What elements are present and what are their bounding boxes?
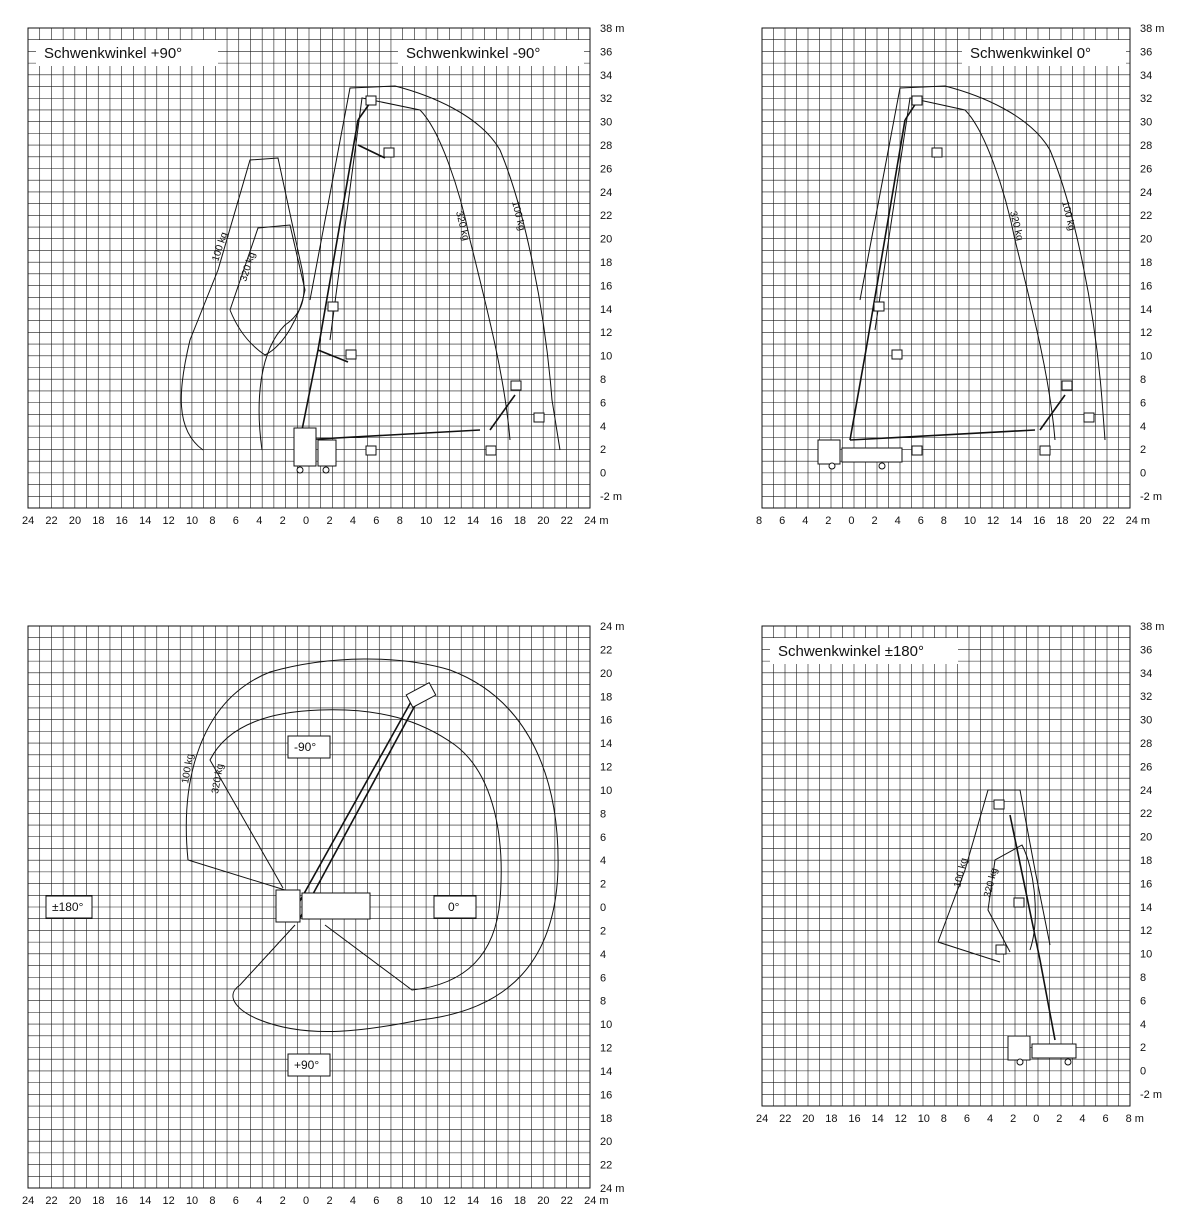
y-tick-label: 6 — [600, 831, 607, 844]
y-tick-label: 8 — [1140, 972, 1147, 984]
y-tick-label: 16 — [600, 280, 613, 293]
x-axis-ticks — [22, 1195, 609, 1207]
y-tick-label: 6 — [600, 972, 607, 985]
x-tick-label: 18 — [1056, 515, 1069, 527]
x-tick-label: 20 — [537, 515, 550, 527]
working-envelope — [186, 659, 558, 1032]
y-tick-label: 10 — [1140, 948, 1153, 961]
curve-label: 320 kg — [1007, 210, 1026, 242]
x-tick-label: 2 — [279, 1195, 286, 1207]
y-tick-label: 10 — [1140, 350, 1153, 363]
x-tick-label: 20 — [68, 515, 82, 527]
y-tick-label: 36 — [1140, 46, 1153, 59]
x-tick-label: 4 — [987, 1113, 994, 1125]
y-tick-label: 24 — [1140, 784, 1153, 797]
y-tick-label: 22 — [1140, 808, 1153, 821]
y-axis-ticks — [600, 621, 624, 1195]
truck-icon — [818, 440, 902, 469]
x-tick-label: 22 — [779, 1113, 792, 1125]
x-tick-label: 16 — [115, 1195, 128, 1207]
x-tick-label: 4 — [349, 515, 357, 527]
y-tick-label: 4 — [600, 855, 607, 868]
working-envelope — [181, 86, 560, 450]
truck-icon — [276, 890, 370, 922]
y-tick-label: 14 — [1140, 901, 1153, 914]
x-tick-label: 10 — [917, 1113, 930, 1125]
panel-side-180 — [756, 621, 1164, 1125]
x-tick-label: 20 — [802, 1113, 815, 1125]
curve-label: 320 kg — [982, 866, 1001, 899]
x-tick-label: 6 — [373, 515, 380, 527]
y-axis-ticks — [1140, 23, 1164, 503]
x-tick-label: 12 — [987, 515, 1000, 527]
curve-label: 100 kg — [1059, 200, 1078, 232]
y-tick-label: 30 — [1140, 714, 1153, 727]
y-tick-label: 30 — [600, 116, 613, 129]
x-tick-label: 16 — [490, 515, 503, 527]
x-tick-label: 14 — [1010, 515, 1023, 527]
x-tick-label: 12 — [894, 1113, 907, 1125]
curve-label: 100 kg — [210, 230, 231, 263]
x-tick-label: 24 — [22, 1195, 35, 1207]
y-tick-label: 6 — [1140, 397, 1147, 410]
x-tick-label: 2 — [279, 515, 286, 527]
x-tick-label: 10 — [185, 1195, 199, 1207]
y-tick-label: 34 — [1140, 69, 1153, 82]
y-tick-label: 4 — [1140, 420, 1147, 433]
x-tick-label: 4 — [349, 1195, 357, 1207]
x-tick-label: 2 — [871, 515, 878, 527]
panel-title: Schwenkwinkel +90° — [44, 45, 183, 62]
y-tick-label: 18 — [600, 691, 613, 704]
y-tick-label: 14 — [600, 1065, 613, 1078]
x-tick-label: 6 — [373, 1195, 380, 1207]
truck-icon — [1008, 1036, 1076, 1065]
x-tick-label: 16 — [490, 1195, 503, 1207]
x-tick-label: 6 — [779, 515, 786, 527]
y-tick-label: 10 — [600, 784, 613, 797]
y-tick-label: 24 — [1140, 186, 1153, 199]
x-tick-label: 14 — [871, 1113, 884, 1125]
y-tick-label: -2 m — [1140, 1089, 1162, 1101]
x-tick-label: 2 — [1010, 1113, 1017, 1125]
x-tick-label: 22 — [45, 515, 58, 527]
envelope-320kg — [875, 98, 1055, 440]
y-tick-label: 28 — [600, 140, 613, 152]
panel-title: Schwenkwinkel 0° — [970, 45, 1092, 62]
curve-label: 100 kg — [952, 856, 971, 889]
x-tick-label: 4 — [256, 1195, 263, 1207]
x-tick-label: 2 — [326, 515, 333, 527]
x-tick-label: 24 m — [584, 1195, 609, 1207]
y-tick-label: 28 — [1140, 140, 1153, 152]
y-tick-label: 4 — [1140, 1018, 1147, 1031]
y-tick-label: 8 — [600, 374, 607, 386]
x-tick-label: 8 — [940, 1113, 947, 1125]
y-tick-label: 28 — [1140, 738, 1153, 750]
x-tick-label: 16 — [848, 1113, 861, 1125]
y-tick-label: 0 — [1140, 1065, 1147, 1078]
y-tick-label: 24 m — [600, 621, 625, 633]
y-tick-label: 26 — [1140, 163, 1153, 176]
y-tick-label: 26 — [1140, 761, 1153, 774]
y-tick-label: 36 — [600, 46, 613, 59]
x-tick-label: 10 — [963, 515, 977, 527]
y-tick-label: 12 — [600, 1042, 613, 1055]
x-tick-label: 4 — [802, 515, 809, 527]
x-tick-label: 16 — [1033, 515, 1046, 527]
y-tick-label: 30 — [1140, 116, 1153, 129]
y-tick-label: 10 — [600, 350, 613, 363]
panel-top-view — [22, 621, 624, 1207]
y-tick-label: 20 — [600, 233, 613, 246]
y-tick-label: 0 — [600, 902, 607, 915]
zone-label-minus90: -90° — [294, 740, 317, 754]
y-tick-label: 32 — [1140, 93, 1153, 106]
boom-positions — [1010, 815, 1055, 1040]
x-tick-label: 6 — [917, 515, 924, 527]
x-tick-label: 0 — [1033, 1113, 1040, 1125]
y-tick-label: 16 — [1140, 280, 1153, 293]
x-tick-label: 0 — [303, 1195, 310, 1207]
x-tick-label: 2 — [825, 515, 832, 527]
x-tick-label: 14 — [466, 1195, 480, 1207]
y-tick-label: 12 — [1140, 925, 1153, 938]
x-tick-label: 18 — [825, 1113, 838, 1125]
curve-label: 320 kg — [238, 250, 259, 283]
x-tick-label: 22 — [560, 1195, 573, 1207]
x-tick-label: 0 — [303, 515, 310, 527]
y-tick-label: 2 — [600, 878, 607, 891]
zone-label-180: ±180° — [52, 900, 84, 914]
envelope-100kg-right — [310, 86, 560, 450]
zone-label-zero: 0° — [448, 900, 460, 914]
x-tick-label: 6 — [232, 1195, 239, 1207]
y-tick-label: 18 — [600, 257, 613, 269]
x-tick-label: 12 — [162, 1195, 175, 1207]
x-tick-label: 18 — [513, 515, 527, 527]
panel-side-zero — [756, 23, 1164, 527]
y-tick-label: 32 — [600, 93, 613, 106]
y-tick-label: 22 — [1140, 210, 1153, 223]
y-tick-label: 18 — [600, 1112, 613, 1125]
y-tick-label: -2 m — [1140, 491, 1162, 503]
y-tick-label: 24 m — [600, 1183, 625, 1196]
x-tick-label: 22 — [560, 515, 573, 527]
y-tick-label: 38 m — [1140, 23, 1165, 35]
x-tick-label: 4 — [256, 515, 263, 527]
x-tick-label: 8 — [756, 515, 763, 527]
y-tick-label: 34 — [600, 69, 613, 82]
y-tick-label: 18 — [1140, 257, 1153, 269]
panel-side-left — [22, 23, 624, 527]
x-tick-label: 22 — [1102, 515, 1115, 527]
x-tick-label: 6 — [232, 515, 239, 527]
y-tick-label: 38 m — [1140, 621, 1165, 633]
curve-label: 320 kg — [453, 210, 472, 242]
y-tick-label: 20 — [600, 1136, 613, 1149]
envelope-320kg-left — [230, 225, 305, 355]
y-tick-label: 24 — [600, 186, 613, 199]
y-tick-label: 16 — [1140, 878, 1153, 891]
y-tick-label: 8 — [600, 808, 607, 821]
x-tick-label: 16 — [115, 515, 128, 527]
x-tick-label: 6 — [1102, 1113, 1109, 1125]
y-tick-label: -2 m — [600, 491, 622, 503]
y-tick-label: 0 — [1140, 467, 1147, 480]
y-tick-label: 20 — [600, 667, 613, 680]
y-tick-label: 14 — [1140, 303, 1153, 316]
x-tick-label: 12 — [443, 515, 456, 527]
x-tick-label: 24 m — [1125, 515, 1151, 527]
curve-label: 320 kg — [210, 763, 227, 795]
x-tick-label: 22 — [45, 1195, 58, 1207]
y-tick-label: 8 — [600, 995, 607, 1008]
panel-title: Schwenkwinkel -90° — [406, 45, 541, 62]
y-tick-label: 12 — [600, 327, 613, 340]
x-tick-label: 8 — [396, 1195, 403, 1207]
x-tick-label: 0 — [848, 515, 855, 527]
x-tick-label: 8 — [940, 515, 947, 527]
y-tick-label: 18 — [1140, 855, 1153, 867]
x-tick-label: 10 — [185, 515, 199, 527]
x-tick-label: 12 — [162, 515, 175, 527]
y-tick-label: 22 — [600, 210, 613, 223]
y-tick-label: 20 — [1140, 831, 1153, 844]
x-tick-label: 20 — [537, 1195, 550, 1207]
envelope-320kg-right — [330, 98, 510, 440]
zone-label-plus90: +90° — [294, 1058, 320, 1072]
basket-icon — [406, 683, 436, 708]
y-tick-label: 26 — [600, 163, 613, 176]
envelope-320kg — [988, 845, 1035, 952]
curve-label: 100 kg — [180, 753, 197, 785]
y-axis-ticks — [1140, 621, 1164, 1101]
x-tick-label: 8 — [209, 1195, 216, 1207]
x-axis-ticks — [756, 1113, 1144, 1125]
y-tick-label: 4 — [600, 948, 607, 961]
x-tick-label: 4 — [1079, 1113, 1086, 1125]
y-tick-label: 22 — [600, 1159, 613, 1172]
y-tick-label: 34 — [1140, 667, 1153, 680]
x-tick-label: 20 — [68, 1195, 82, 1207]
y-tick-label: 2 — [600, 444, 607, 457]
y-tick-label: 12 — [600, 761, 613, 774]
y-tick-label: 0 — [600, 467, 607, 480]
y-tick-label: 20 — [1140, 233, 1153, 246]
x-tick-label: 8 m — [1125, 1113, 1144, 1125]
y-tick-label: 2 — [1140, 1042, 1147, 1055]
x-tick-label: 14 — [139, 515, 152, 527]
x-tick-label: 24 — [22, 515, 35, 527]
y-tick-label: 10 — [600, 1019, 613, 1032]
envelope-100kg — [186, 659, 558, 1032]
x-tick-label: 20 — [1079, 515, 1092, 527]
truck-icon — [294, 428, 336, 473]
y-tick-label: 36 — [1140, 644, 1153, 657]
x-tick-label: 6 — [963, 1113, 971, 1125]
y-tick-label: 6 — [600, 397, 607, 410]
y-tick-label: 14 — [600, 738, 613, 751]
y-tick-label: 16 — [600, 1089, 613, 1102]
x-axis-ticks — [756, 515, 1150, 527]
y-tick-label: 22 — [600, 644, 613, 657]
x-tick-label: 12 — [443, 1195, 456, 1207]
y-tick-label: 6 — [1140, 995, 1147, 1008]
x-tick-label: 18 — [92, 515, 105, 527]
panel-title: Schwenkwinkel ±180° — [778, 643, 924, 660]
x-axis-ticks — [22, 515, 609, 527]
x-tick-label: 24 — [756, 1113, 769, 1125]
y-tick-label: 16 — [600, 714, 613, 727]
y-tick-label: 8 — [1140, 374, 1147, 386]
curve-label: 100 kg — [509, 200, 528, 232]
x-tick-label: 24 m — [584, 515, 609, 527]
x-tick-label: 2 — [326, 1195, 333, 1207]
x-tick-label: 14 — [139, 1195, 152, 1207]
x-tick-label: 10 — [420, 1195, 433, 1207]
y-axis-ticks — [600, 23, 624, 503]
y-tick-label: 12 — [1140, 327, 1153, 340]
x-tick-label: 18 — [92, 1195, 105, 1207]
x-tick-label: 8 — [209, 515, 216, 527]
y-tick-label: 32 — [1140, 691, 1153, 704]
grid — [762, 626, 1130, 1106]
y-tick-label: 2 — [1140, 444, 1147, 457]
y-tick-label: 4 — [600, 420, 607, 433]
x-tick-label: 10 — [420, 515, 433, 527]
x-tick-label: 8 — [396, 515, 403, 527]
boom-top-view — [296, 700, 418, 918]
basket-icons — [328, 96, 544, 455]
y-tick-label: 2 — [600, 925, 607, 938]
y-tick-label: 38 m — [600, 23, 625, 35]
x-tick-label: 2 — [1056, 1113, 1063, 1125]
grid — [762, 28, 1130, 508]
x-tick-label: 18 — [513, 1195, 527, 1207]
x-tick-label: 4 — [894, 515, 901, 527]
y-tick-label: 14 — [600, 303, 613, 316]
x-tick-label: 14 — [466, 515, 480, 527]
